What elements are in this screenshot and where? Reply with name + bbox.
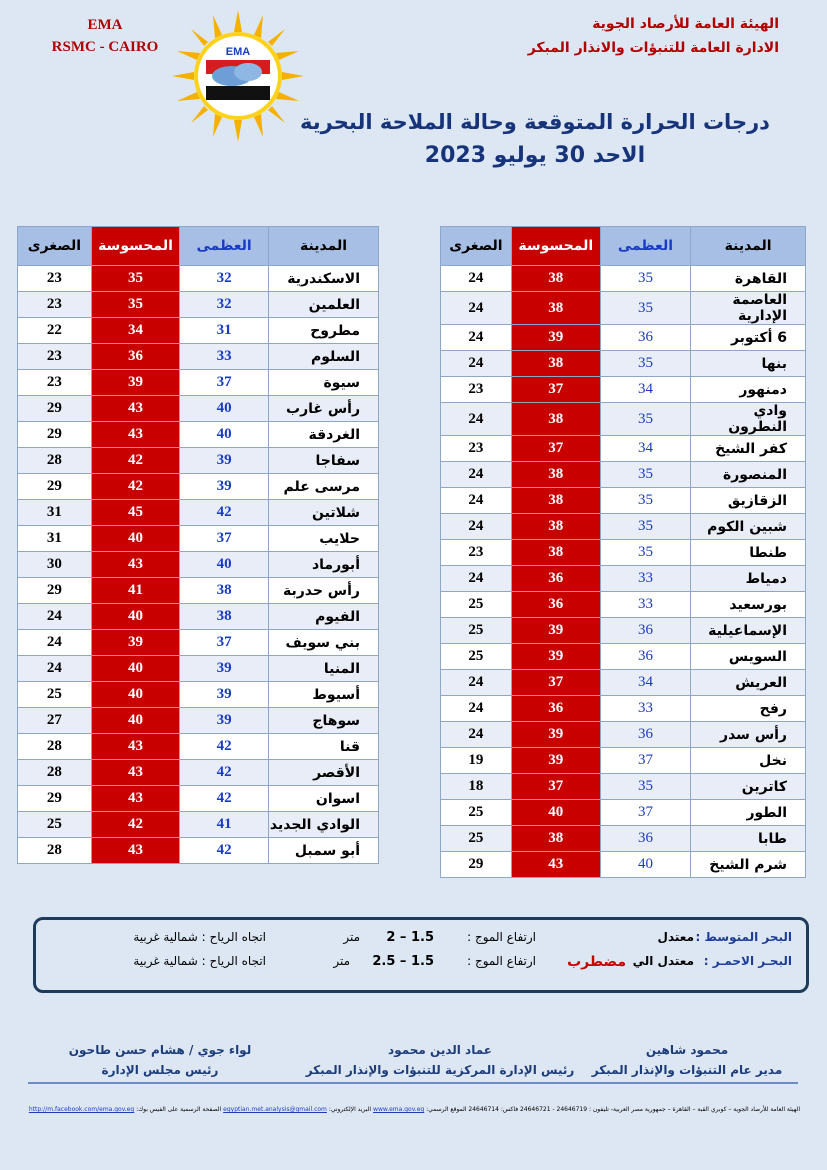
col-min-header: الصغرى xyxy=(441,227,512,266)
max-temp-cell: 37 xyxy=(180,526,269,552)
max-temp-cell: 40 xyxy=(180,396,269,422)
feels-temp-cell: 40 xyxy=(91,682,179,708)
feels-temp-cell: 42 xyxy=(91,812,179,838)
city-cell: دمنهور xyxy=(691,377,806,403)
min-temp-cell: 29 xyxy=(18,422,92,448)
table-row xyxy=(441,592,806,618)
max-temp-cell: 35 xyxy=(600,462,691,488)
min-temp-cell: 24 xyxy=(441,514,512,540)
max-temp-cell: 42 xyxy=(180,760,269,786)
min-temp-cell: 29 xyxy=(18,396,92,422)
max-temp-cell: 39 xyxy=(180,448,269,474)
table-row xyxy=(18,344,379,370)
table-row xyxy=(441,266,806,292)
signature-1-title: مدير عام التنبؤات والإنذار المبكر xyxy=(591,1063,783,1077)
city-cell: العاصمة الإدارية xyxy=(691,292,806,325)
max-temp-cell: 36 xyxy=(600,826,691,852)
min-temp-cell: 28 xyxy=(18,448,92,474)
signature-1-name: محمود شاهين xyxy=(645,1043,729,1057)
footer-email-label: البريد الإلكتروني: xyxy=(328,1106,372,1113)
max-temp-cell: 39 xyxy=(180,708,269,734)
max-temp-cell: 36 xyxy=(600,618,691,644)
footer-fb-label: الصفحة الرسمية على الفيس بوك: xyxy=(136,1106,222,1113)
med-sea-label: البحر المتوسط : xyxy=(695,930,792,944)
city-cell: الأقصر xyxy=(269,760,379,786)
table-row xyxy=(18,786,379,812)
max-temp-cell: 34 xyxy=(600,436,691,462)
table-row xyxy=(441,462,806,488)
table-row xyxy=(441,800,806,826)
city-cell: مطروح xyxy=(269,318,379,344)
city-cell: دمياط xyxy=(691,566,806,592)
feels-temp-cell: 43 xyxy=(511,852,600,878)
min-temp-cell: 24 xyxy=(441,488,512,514)
max-temp-cell: 38 xyxy=(180,604,269,630)
min-temp-cell: 19 xyxy=(441,748,512,774)
min-temp-cell: 24 xyxy=(441,462,512,488)
min-temp-cell: 24 xyxy=(441,403,512,436)
table-row xyxy=(441,566,806,592)
feels-temp-cell: 35 xyxy=(91,266,179,292)
max-temp-cell: 42 xyxy=(180,500,269,526)
table-row xyxy=(441,514,806,540)
feels-temp-cell: 39 xyxy=(511,618,600,644)
table-row xyxy=(441,351,806,377)
col-city-header: المدينة xyxy=(691,227,806,266)
min-temp-cell: 25 xyxy=(441,592,512,618)
city-cell: المنيا xyxy=(269,656,379,682)
city-cell: اسوان xyxy=(269,786,379,812)
min-temp-cell: 24 xyxy=(441,696,512,722)
min-temp-cell: 31 xyxy=(18,526,92,552)
min-temp-cell: 28 xyxy=(18,734,92,760)
feels-temp-cell: 43 xyxy=(91,760,179,786)
min-temp-cell: 29 xyxy=(18,474,92,500)
table-row xyxy=(441,488,806,514)
city-cell: طنطا xyxy=(691,540,806,566)
min-temp-cell: 27 xyxy=(18,708,92,734)
feels-temp-cell: 40 xyxy=(91,604,179,630)
table-row xyxy=(441,292,806,325)
min-temp-cell: 23 xyxy=(441,540,512,566)
max-temp-cell: 36 xyxy=(600,722,691,748)
city-cell: وادي النطرون xyxy=(691,403,806,436)
min-temp-cell: 25 xyxy=(18,812,92,838)
feels-temp-cell: 35 xyxy=(91,292,179,318)
city-cell: حلايب xyxy=(269,526,379,552)
min-temp-cell: 29 xyxy=(18,786,92,812)
city-cell: العلمين xyxy=(269,292,379,318)
min-temp-cell: 24 xyxy=(441,292,512,325)
max-temp-cell: 37 xyxy=(600,800,691,826)
min-temp-cell: 25 xyxy=(441,826,512,852)
city-cell: الاسكندرية xyxy=(269,266,379,292)
max-temp-cell: 35 xyxy=(600,351,691,377)
city-cell: الغردقة xyxy=(269,422,379,448)
feels-temp-cell: 38 xyxy=(511,826,600,852)
feels-temp-cell: 38 xyxy=(511,540,600,566)
table-row xyxy=(441,403,806,436)
feels-temp-cell: 39 xyxy=(511,644,600,670)
table-row xyxy=(18,422,379,448)
min-temp-cell: 28 xyxy=(18,838,92,864)
table-row xyxy=(18,604,379,630)
red-sea-label: البحـر الاحمـر : xyxy=(703,954,792,968)
min-temp-cell: 25 xyxy=(441,800,512,826)
table-row xyxy=(18,812,379,838)
min-temp-cell: 24 xyxy=(18,656,92,682)
min-temp-cell: 23 xyxy=(441,436,512,462)
table-row xyxy=(18,292,379,318)
max-temp-cell: 35 xyxy=(600,774,691,800)
med-wave-label: ارتفاع الموج : xyxy=(467,930,536,944)
max-temp-cell: 35 xyxy=(600,266,691,292)
feels-temp-cell: 36 xyxy=(511,592,600,618)
max-temp-cell: 33 xyxy=(600,592,691,618)
org-en-line2: RSMC - CAIRO xyxy=(51,39,159,55)
max-temp-cell: 36 xyxy=(600,644,691,670)
red-sea-state-alert: مضطرب xyxy=(567,954,626,970)
min-temp-cell: 23 xyxy=(441,377,512,403)
red-wind: اتجاه الرياح : شمالية غربية xyxy=(133,954,266,968)
city-cell: بنها xyxy=(691,351,806,377)
max-temp-cell: 40 xyxy=(180,552,269,578)
city-cell: العريش xyxy=(691,670,806,696)
max-temp-cell: 42 xyxy=(180,838,269,864)
red-sea-row xyxy=(36,954,806,976)
max-temp-cell: 37 xyxy=(600,748,691,774)
footer-site-link[interactable]: www.ema.gov.eg xyxy=(373,1106,425,1113)
city-cell: كاترين xyxy=(691,774,806,800)
feels-temp-cell: 37 xyxy=(511,377,600,403)
table-row xyxy=(18,708,379,734)
feels-temp-cell: 41 xyxy=(91,578,179,604)
col-max-header: العظمى xyxy=(600,227,691,266)
signature-2-name: عماد الدين محمود xyxy=(388,1043,492,1057)
feels-temp-cell: 38 xyxy=(511,462,600,488)
city-cell: القاهرة xyxy=(691,266,806,292)
footer-divider xyxy=(28,1082,798,1084)
med-sea-row xyxy=(36,930,806,952)
col-feels-header: المحسوسة xyxy=(511,227,600,266)
max-temp-cell: 34 xyxy=(600,377,691,403)
feels-temp-cell: 39 xyxy=(511,748,600,774)
signature-1 xyxy=(577,1040,797,1080)
sea-state-box xyxy=(33,917,809,993)
feels-temp-cell: 37 xyxy=(511,670,600,696)
max-temp-cell: 37 xyxy=(180,370,269,396)
min-temp-cell: 24 xyxy=(441,670,512,696)
col-min-header: الصغرى xyxy=(18,227,92,266)
table-row xyxy=(441,748,806,774)
footer xyxy=(30,1106,800,1113)
col-city-header: المدينة xyxy=(269,227,379,266)
city-cell: الفيوم xyxy=(269,604,379,630)
table-row xyxy=(18,656,379,682)
table-row xyxy=(18,318,379,344)
max-temp-cell: 35 xyxy=(600,292,691,325)
table-row xyxy=(18,734,379,760)
city-cell: كفر الشيخ xyxy=(691,436,806,462)
footer-fb-link[interactable]: http://m.facebook.com/ema.gov.eg xyxy=(28,1106,135,1113)
city-cell: الوادي الجديد xyxy=(269,812,379,838)
city-cell: مرسى علم xyxy=(269,474,379,500)
feels-temp-cell: 43 xyxy=(91,396,179,422)
table-row xyxy=(18,396,379,422)
min-temp-cell: 24 xyxy=(441,566,512,592)
min-temp-cell: 28 xyxy=(18,760,92,786)
table-header-row xyxy=(18,227,379,266)
temperature-table-left xyxy=(17,226,379,864)
city-cell: الإسماعيلية xyxy=(691,618,806,644)
table-row xyxy=(441,325,806,351)
table-row xyxy=(18,838,379,864)
city-cell: السويس xyxy=(691,644,806,670)
table-row xyxy=(441,774,806,800)
col-max-header: العظمى xyxy=(180,227,269,266)
feels-temp-cell: 38 xyxy=(511,351,600,377)
feels-temp-cell: 40 xyxy=(91,526,179,552)
feels-temp-cell: 40 xyxy=(91,708,179,734)
table-row xyxy=(18,474,379,500)
city-cell: شبين الكوم xyxy=(691,514,806,540)
signature-3 xyxy=(50,1040,270,1080)
org-ar-line2: الادارة العامة للتنبؤات والانذار المبكر xyxy=(527,40,779,56)
max-temp-cell: 32 xyxy=(180,292,269,318)
min-temp-cell: 30 xyxy=(18,552,92,578)
city-cell: رأس سدر xyxy=(691,722,806,748)
city-cell: الطور xyxy=(691,800,806,826)
feels-temp-cell: 42 xyxy=(91,448,179,474)
temperature-table-right xyxy=(440,226,806,878)
max-temp-cell: 35 xyxy=(600,514,691,540)
feels-temp-cell: 38 xyxy=(511,488,600,514)
footer-email-link[interactable]: egyptian.met.analysis@gmail.com xyxy=(223,1106,327,1113)
org-en-line1: EMA xyxy=(87,17,123,33)
max-temp-cell: 33 xyxy=(600,566,691,592)
table-row xyxy=(441,852,806,878)
feels-temp-cell: 38 xyxy=(511,403,600,436)
feels-temp-cell: 45 xyxy=(91,500,179,526)
min-temp-cell: 25 xyxy=(441,618,512,644)
min-temp-cell: 18 xyxy=(441,774,512,800)
table-row xyxy=(18,448,379,474)
feels-temp-cell: 36 xyxy=(91,344,179,370)
min-temp-cell: 23 xyxy=(18,292,92,318)
city-cell: بورسعيد xyxy=(691,592,806,618)
page-date: الاحد 30 يوليو 2023 xyxy=(424,143,646,168)
city-cell: رأس حدربة xyxy=(269,578,379,604)
city-cell: المنصورة xyxy=(691,462,806,488)
max-temp-cell: 38 xyxy=(180,578,269,604)
min-temp-cell: 22 xyxy=(18,318,92,344)
feels-temp-cell: 36 xyxy=(511,566,600,592)
feels-temp-cell: 38 xyxy=(511,266,600,292)
city-cell: نخل xyxy=(691,748,806,774)
city-cell: رفح xyxy=(691,696,806,722)
footer-address: الهيئة العامة للأرصاد الجوية – كوبري القبة – القاهرة – جمهورية مصر العربية- تليفون : 24646719 - 24646721 فاكس: 24646714 الموقع الرسمي: xyxy=(426,1106,800,1113)
org-ar-line1: الهيئة العامة للأرصاد الجوية xyxy=(592,16,779,32)
city-cell: شرم الشيخ xyxy=(691,852,806,878)
signature-3-name: لواء جوي / هشام حسن طاحون xyxy=(68,1043,252,1057)
city-cell: أبورماد xyxy=(269,552,379,578)
min-temp-cell: 29 xyxy=(441,852,512,878)
feels-temp-cell: 39 xyxy=(511,325,600,351)
table-row xyxy=(441,644,806,670)
city-cell: سيوة xyxy=(269,370,379,396)
table-row xyxy=(441,618,806,644)
feels-temp-cell: 37 xyxy=(511,774,600,800)
table-row xyxy=(18,578,379,604)
city-cell: أبو سمبل xyxy=(269,838,379,864)
max-temp-cell: 34 xyxy=(600,670,691,696)
red-wave-label: ارتفاع الموج : xyxy=(467,954,536,968)
ema-sun-logo-icon xyxy=(172,10,304,142)
min-temp-cell: 24 xyxy=(441,325,512,351)
max-temp-cell: 33 xyxy=(180,344,269,370)
max-temp-cell: 42 xyxy=(180,786,269,812)
feels-temp-cell: 43 xyxy=(91,786,179,812)
min-temp-cell: 24 xyxy=(441,722,512,748)
max-temp-cell: 32 xyxy=(180,266,269,292)
table-row xyxy=(18,370,379,396)
feels-temp-cell: 39 xyxy=(91,630,179,656)
signature-2-title: رئيس الإدارة المركزية للتنبؤات والإنذار المبكر xyxy=(305,1063,575,1077)
max-temp-cell: 33 xyxy=(600,696,691,722)
city-cell: طابا xyxy=(691,826,806,852)
min-temp-cell: 24 xyxy=(441,266,512,292)
min-temp-cell: 24 xyxy=(441,351,512,377)
min-temp-cell: 25 xyxy=(441,644,512,670)
table-row xyxy=(441,826,806,852)
max-temp-cell: 40 xyxy=(600,852,691,878)
city-cell: بني سويف xyxy=(269,630,379,656)
med-sea-state: معتدل xyxy=(657,930,694,944)
max-temp-cell: 35 xyxy=(600,403,691,436)
max-temp-cell: 39 xyxy=(180,682,269,708)
city-cell: سفاجا xyxy=(269,448,379,474)
red-sea-state: معتدل الي xyxy=(632,954,694,968)
table-row xyxy=(441,670,806,696)
city-cell: رأس غارب xyxy=(269,396,379,422)
table-row xyxy=(18,526,379,552)
col-feels-header: المحسوسة xyxy=(91,227,179,266)
feels-temp-cell: 36 xyxy=(511,696,600,722)
table-row xyxy=(441,377,806,403)
min-temp-cell: 24 xyxy=(18,604,92,630)
max-temp-cell: 37 xyxy=(180,630,269,656)
feels-temp-cell: 40 xyxy=(91,656,179,682)
max-temp-cell: 39 xyxy=(180,474,269,500)
city-cell: شلاتين xyxy=(269,500,379,526)
table-row xyxy=(18,552,379,578)
city-cell: أسيوط xyxy=(269,682,379,708)
city-cell: السلوم xyxy=(269,344,379,370)
table-row xyxy=(18,266,379,292)
table-row xyxy=(441,696,806,722)
city-cell: سوهاج xyxy=(269,708,379,734)
med-wave-unit: متر xyxy=(343,930,360,944)
feels-temp-cell: 39 xyxy=(511,722,600,748)
min-temp-cell: 24 xyxy=(18,630,92,656)
min-temp-cell: 23 xyxy=(18,344,92,370)
feels-temp-cell: 43 xyxy=(91,734,179,760)
table-row xyxy=(18,760,379,786)
city-cell: 6 أكتوبر xyxy=(691,325,806,351)
table-header-row xyxy=(441,227,806,266)
max-temp-cell: 35 xyxy=(600,540,691,566)
table-row xyxy=(441,436,806,462)
med-wind: اتجاه الرياح : شمالية غربية xyxy=(133,930,266,944)
signature-2 xyxy=(300,1040,580,1080)
feels-temp-cell: 42 xyxy=(91,474,179,500)
feels-temp-cell: 39 xyxy=(91,370,179,396)
max-temp-cell: 31 xyxy=(180,318,269,344)
org-ar xyxy=(528,12,779,60)
red-wave-unit: متر xyxy=(333,954,350,968)
min-temp-cell: 25 xyxy=(18,682,92,708)
feels-temp-cell: 40 xyxy=(511,800,600,826)
logo-text: EMA xyxy=(225,46,251,58)
signature-3-title: رئيس مجلس الإدارة xyxy=(101,1063,219,1077)
table-row xyxy=(18,630,379,656)
feels-temp-cell: 37 xyxy=(511,436,600,462)
feels-temp-cell: 43 xyxy=(91,838,179,864)
org-en xyxy=(30,14,180,58)
min-temp-cell: 23 xyxy=(18,266,92,292)
table-row xyxy=(441,540,806,566)
max-temp-cell: 40 xyxy=(180,422,269,448)
max-temp-cell: 41 xyxy=(180,812,269,838)
min-temp-cell: 23 xyxy=(18,370,92,396)
city-cell: الزقازيق xyxy=(691,488,806,514)
min-temp-cell: 29 xyxy=(18,578,92,604)
med-wave-value: 1.5 – 2 xyxy=(386,930,434,945)
max-temp-cell: 35 xyxy=(600,488,691,514)
feels-temp-cell: 43 xyxy=(91,552,179,578)
max-temp-cell: 36 xyxy=(600,325,691,351)
table-row xyxy=(18,682,379,708)
red-wave-value: 1.5 – 2.5 xyxy=(372,954,434,969)
city-cell: قنا xyxy=(269,734,379,760)
feels-temp-cell: 43 xyxy=(91,422,179,448)
min-temp-cell: 31 xyxy=(18,500,92,526)
table-row xyxy=(441,722,806,748)
table-row xyxy=(18,500,379,526)
feels-temp-cell: 34 xyxy=(91,318,179,344)
feels-temp-cell: 38 xyxy=(511,514,600,540)
max-temp-cell: 42 xyxy=(180,734,269,760)
feels-temp-cell: 38 xyxy=(511,292,600,325)
page-title: درجات الحرارة المتوقعة وحالة الملاحة البحرية xyxy=(300,110,770,134)
max-temp-cell: 39 xyxy=(180,656,269,682)
